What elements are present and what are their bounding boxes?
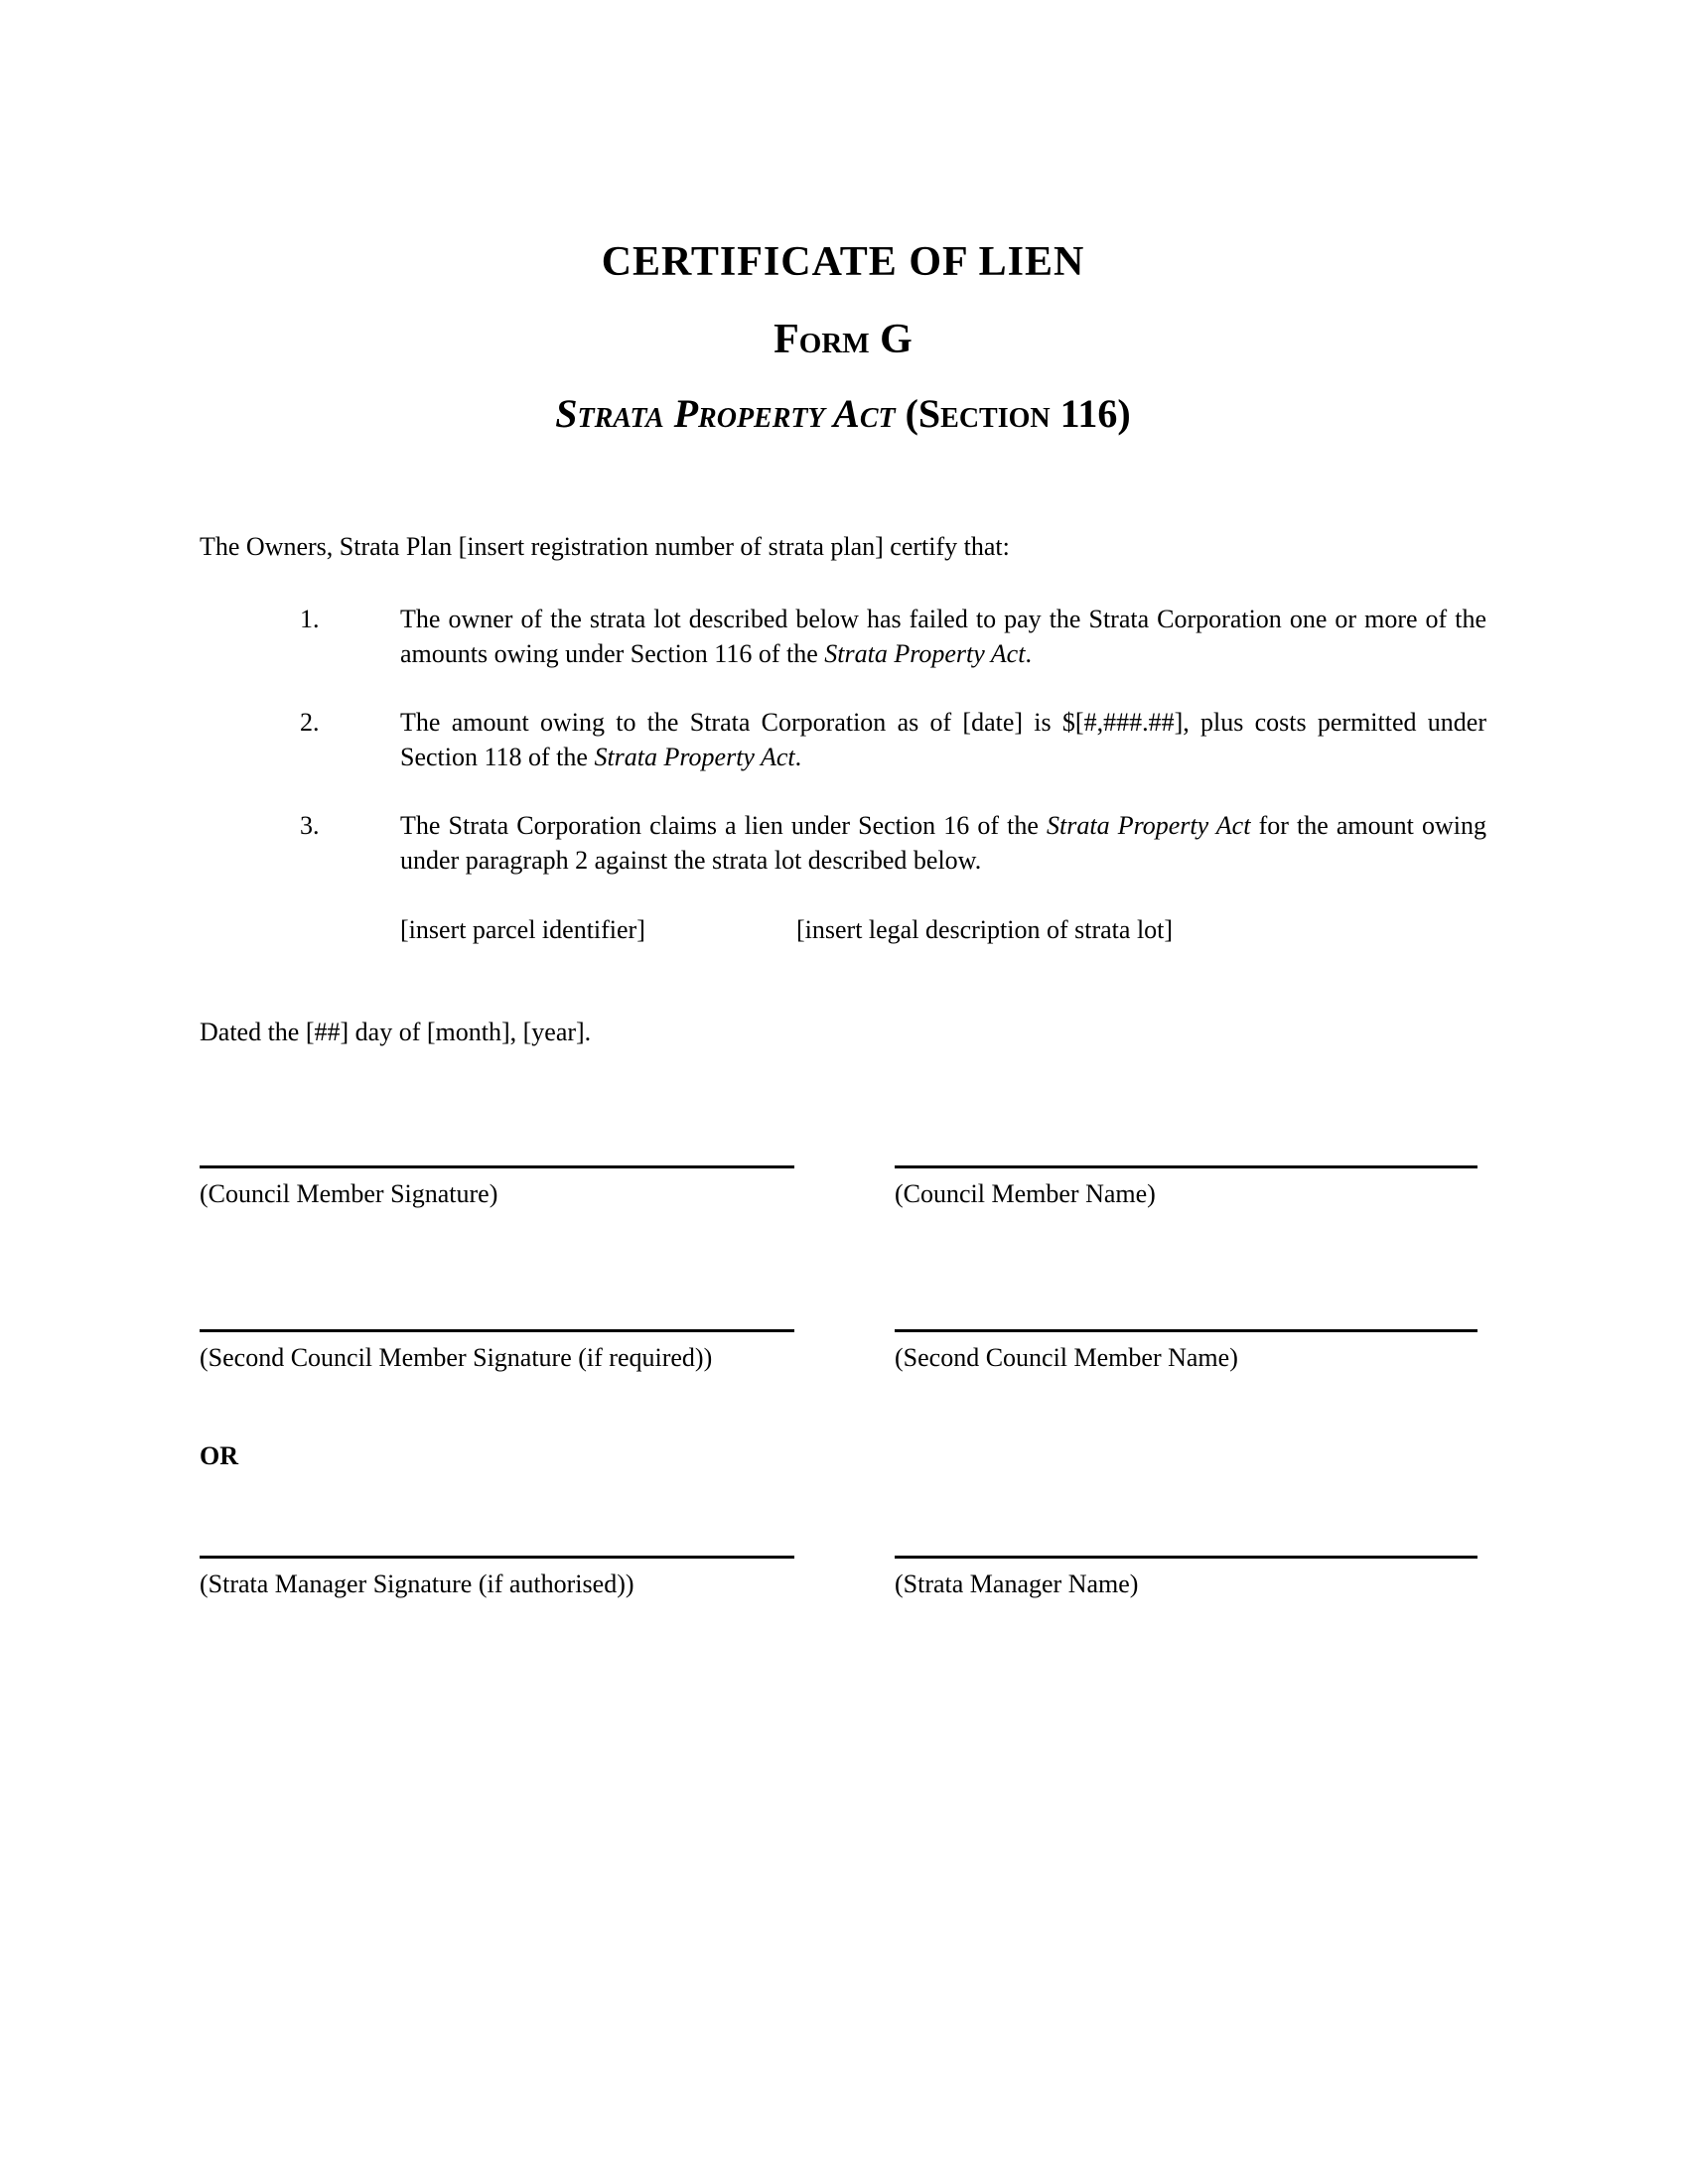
signature-cell xyxy=(895,1556,1477,1601)
act-title-line xyxy=(200,393,1486,435)
signature-line xyxy=(200,1165,794,1168)
item-text-pre: The Strata Corporation claims a lien under Section 16 of the xyxy=(400,811,1048,841)
parcel-identifier: [insert parcel identifier] xyxy=(400,915,645,945)
signature-cell xyxy=(200,1556,794,1601)
signature-label: (Council Member Signature) xyxy=(200,1179,498,1209)
signature-row-council-member xyxy=(200,1165,1486,1211)
item-text-post: for the amount owing under paragraph 2 against the strata lot described below. xyxy=(400,811,1486,876)
page-title: CERTIFICATE OF LIEN xyxy=(601,239,1085,285)
item-text-post: . xyxy=(794,743,802,772)
signature-label: (Second Council Member Signature (if required)) xyxy=(200,1343,713,1373)
signature-cell xyxy=(895,1329,1477,1375)
signature-cell xyxy=(200,1165,794,1211)
or-label: OR xyxy=(200,1441,238,1471)
intro-paragraph: The Owners, Strata Plan [insert registration number of strata plan] certify that: xyxy=(200,532,1010,562)
signature-cell xyxy=(895,1165,1477,1211)
signature-line xyxy=(895,1556,1477,1559)
legal-description: [insert legal description of strata lot] xyxy=(796,915,1174,945)
item-number: 1. xyxy=(300,605,320,634)
item-text-pre: The owner of the strata lot described below has failed to pay the Strata Corporation one or more of the amounts owing under Section 116 of the xyxy=(400,605,1486,669)
item-number: 2. xyxy=(300,708,320,738)
item-number: 3. xyxy=(300,811,320,841)
numbered-list xyxy=(200,602,1486,947)
item-text xyxy=(400,808,1486,878)
list-item-2 xyxy=(200,705,1486,774)
signature-label: (Council Member Name) xyxy=(895,1179,1156,1209)
signature-row-second-council-member xyxy=(200,1329,1486,1375)
item-text-pre: The amount owing to the Strata Corporation as of [date] is $[#,###.##], plus costs permitted under Section 118 of the xyxy=(400,708,1486,772)
act-section: (Section 116) xyxy=(905,391,1131,437)
item-text xyxy=(400,602,1486,671)
signature-line xyxy=(895,1329,1477,1332)
act-name-italic: Strata Property Act xyxy=(824,639,1026,669)
item-text xyxy=(400,705,1486,774)
act-title-italic: Strata Property Act xyxy=(555,391,896,437)
parcel-row xyxy=(400,912,1486,947)
list-item-1 xyxy=(200,602,1486,671)
act-name-italic: Strata Property Act xyxy=(594,743,795,772)
signature-label: (Strata Manager Name) xyxy=(895,1570,1139,1599)
form-subtitle: Form G xyxy=(774,317,913,363)
act-name-italic: Strata Property Act xyxy=(1047,811,1251,841)
signature-label: (Strata Manager Signature (if authorised)) xyxy=(200,1570,634,1599)
dated-line: Dated the [##] day of [month], [year]. xyxy=(200,1018,592,1047)
list-item-3 xyxy=(200,808,1486,878)
signature-line xyxy=(200,1329,794,1332)
signature-line xyxy=(200,1556,794,1559)
signature-row-strata-manager xyxy=(200,1556,1486,1601)
signature-line xyxy=(895,1165,1477,1168)
signature-cell xyxy=(200,1329,794,1375)
signature-label: (Second Council Member Name) xyxy=(895,1343,1238,1373)
item-text-post: . xyxy=(1025,639,1032,669)
